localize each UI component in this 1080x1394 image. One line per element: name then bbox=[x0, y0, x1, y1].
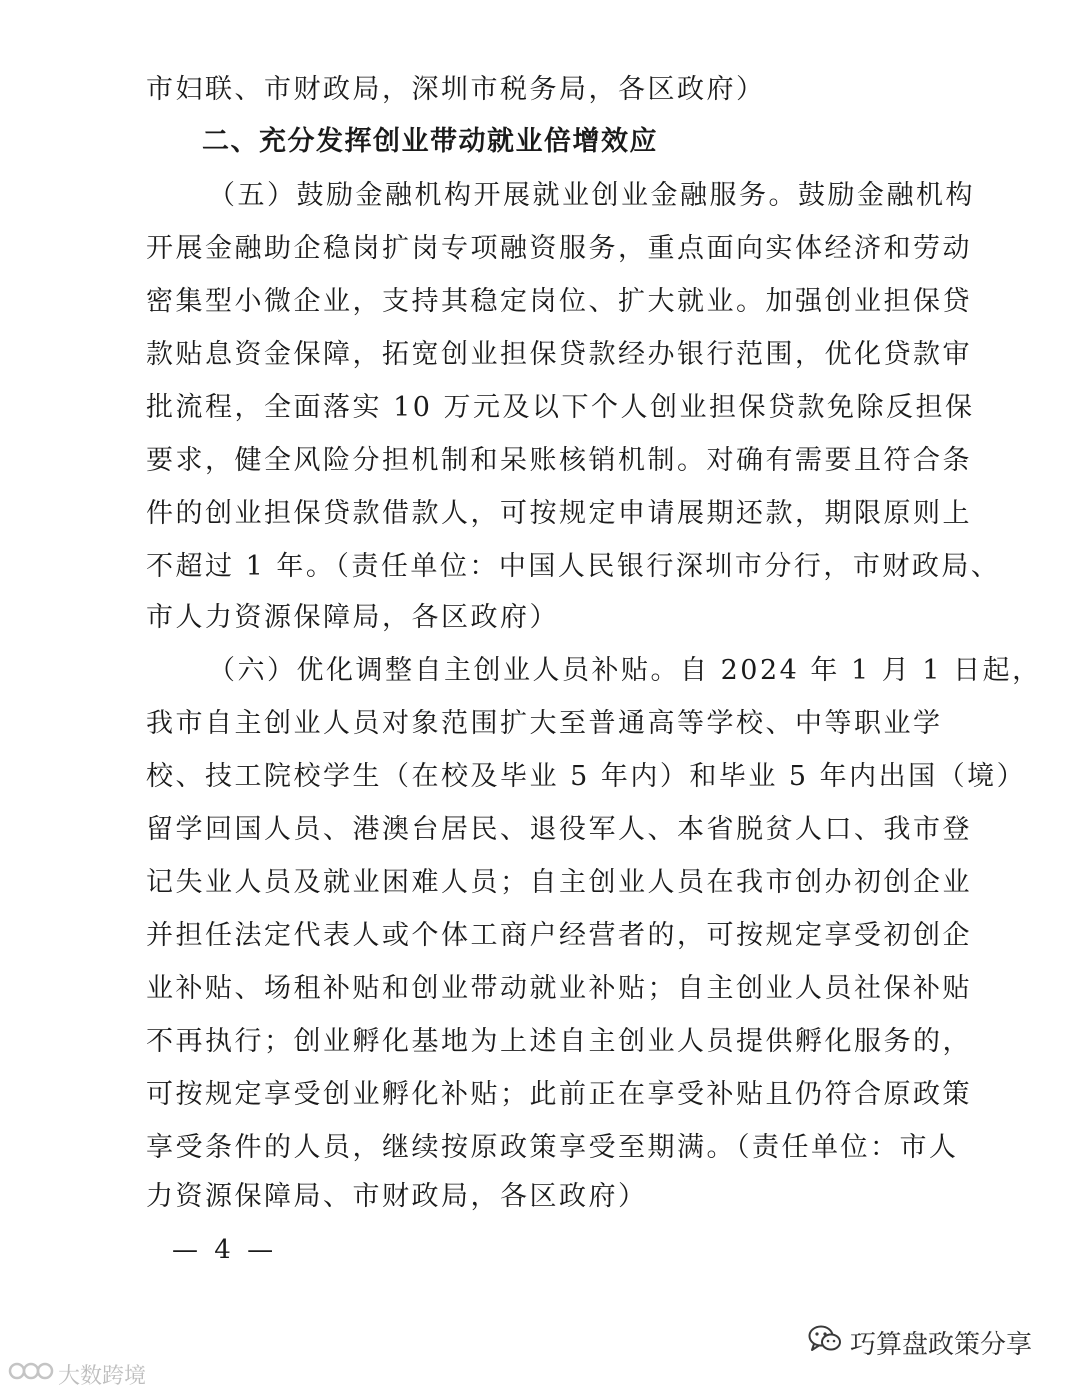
wechat-icon bbox=[808, 1324, 842, 1361]
text-line-3: 开展金融助企稳岗扩岗专项融资服务，重点面向实体经济和劳动 bbox=[146, 233, 972, 264]
text-line-6: 批流程，全面落实 10 万元及以下个人创业担保贷款免除反担保 bbox=[146, 392, 975, 423]
text-line-11: （六）优化调整自主创业人员补贴。自 2024 年 1 月 1 日起， bbox=[208, 655, 1042, 686]
page-number: — 4 — bbox=[172, 1235, 278, 1265]
text-line-4: 密集型小微企业，支持其稳定岗位、扩大就业。加强创业担保贷 bbox=[146, 286, 972, 317]
text-line-2: （五）鼓励金融机构开展就业创业金融服务。鼓励金融机构 bbox=[208, 180, 975, 211]
text-line-8: 件的创业担保贷款借款人，可按规定申请展期还款，期限原则上 bbox=[146, 498, 972, 529]
text-line-10: 市人力资源保障局，各区政府） bbox=[146, 602, 559, 633]
text-line-7: 要求，健全风险分担机制和呆账核销机制。对确有需要且符合条 bbox=[146, 445, 972, 476]
watermark-left-text: 大数跨境 bbox=[58, 1363, 147, 1389]
text-line-12: 我市自主创业人员对象范围扩大至普通高等学校、中等职业学 bbox=[146, 708, 943, 739]
text-line-17: 业补贴、场租补贴和创业带动就业补贴；自主创业人员社保补贴 bbox=[146, 973, 972, 1004]
section-heading: 二、充分发挥创业带动就业倍增效应 bbox=[202, 126, 658, 157]
logo-icon bbox=[8, 1358, 54, 1390]
text-line-18: 不再执行；创业孵化基地为上述自主创业人员提供孵化服务的， bbox=[146, 1026, 972, 1057]
text-line-21: 力资源保障局、市财政局，各区政府） bbox=[146, 1181, 648, 1212]
text-line-20: 享受条件的人员，继续按原政策享受至期满。（责任单位：市人 bbox=[146, 1132, 959, 1163]
watermark-right-text: 巧算盘政策分享 bbox=[850, 1330, 1033, 1360]
text-line-19: 可按规定享受创业孵化补贴；此前正在享受补贴且仍符合原政策 bbox=[146, 1079, 972, 1110]
text-line-15: 记失业人员及就业困难人员；自主创业人员在我市创办初创企业 bbox=[146, 867, 972, 898]
text-line-14: 留学回国人员、港澳台居民、退役军人、本省脱贫人口、我市登 bbox=[146, 814, 972, 845]
text-line-13: 校、技工院校学生（在校及毕业 5 年内）和毕业 5 年内出国（境） bbox=[146, 761, 1027, 792]
watermark-right bbox=[808, 1324, 1032, 1361]
watermark-left bbox=[8, 1358, 146, 1390]
text-line-16: 并担任法定代表人或个体工商户经营者的，可按规定享受初创企 bbox=[146, 920, 972, 951]
text-line-5: 款贴息资金保障，拓宽创业担保贷款经办银行范围，优化贷款审 bbox=[146, 339, 972, 370]
text-line-1: 市妇联、市财政局，深圳市税务局，各区政府） bbox=[146, 74, 766, 105]
text-line-9: 不超过 1 年。（责任单位：中国人民银行深圳市分行，市财政局、 bbox=[146, 551, 1001, 582]
